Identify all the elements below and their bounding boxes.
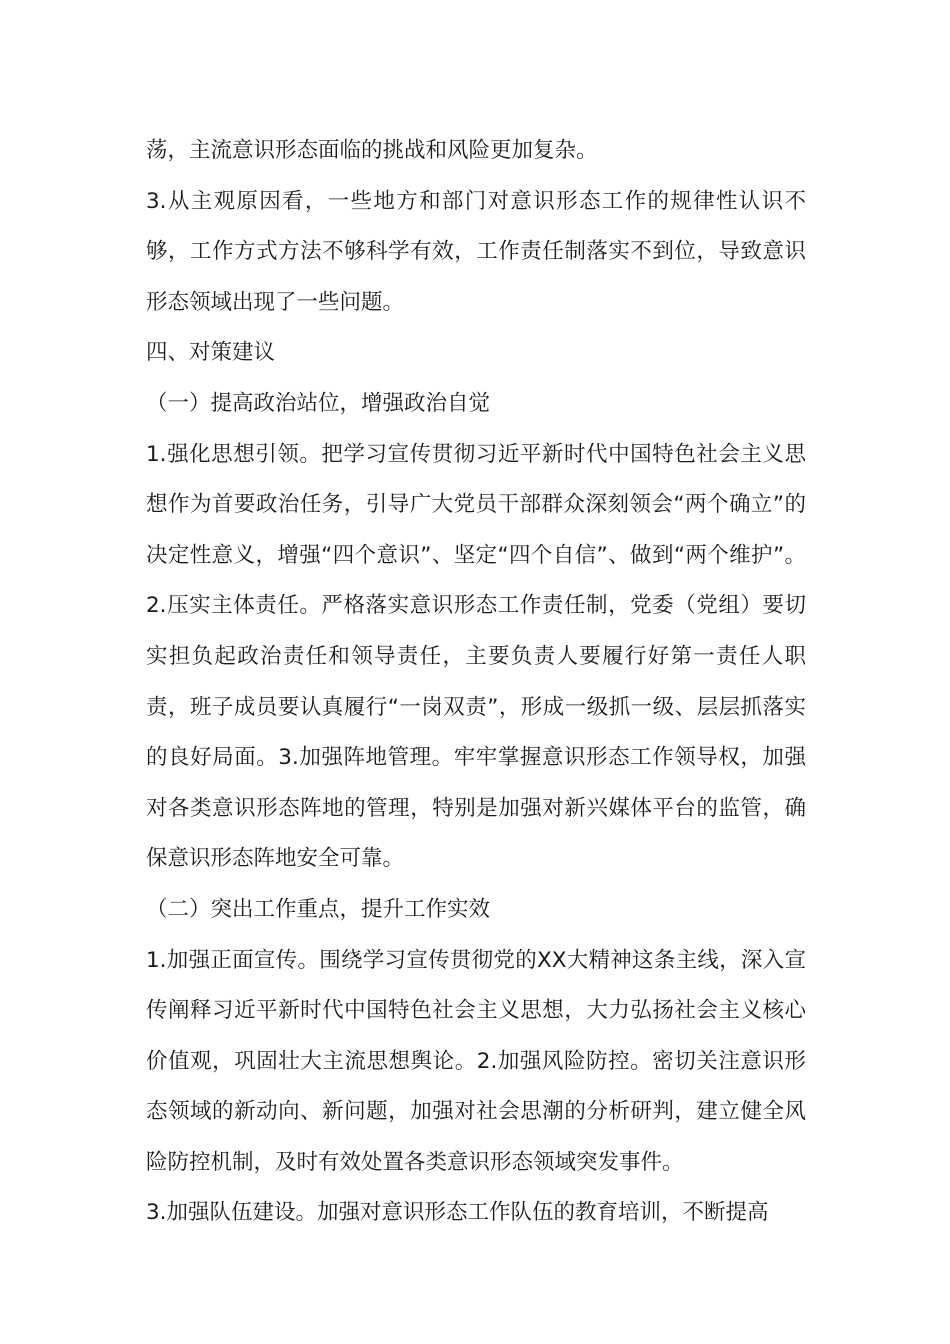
- document-body: [146, 126, 806, 1239]
- paragraph-subjective-causes: 3.从主观原因看，一些地方和部门对意识形态工作的规律性认识不够，工作方式方法不够科学有效，工作责任制落实不到位，导致意识形态领域出现了一些问题。: [146, 188, 806, 315]
- paragraph-continuation: 荡，主流意识形态面临的挑战和风险更加复杂。: [146, 138, 598, 163]
- subsection-heading-work-focus: （二）突出工作重点，提升工作实效: [146, 896, 491, 922]
- paragraph-work-focus: 1.加强正面宣传。围绕学习宣传贯彻党的XX大精神这条主线，深入宣传阐释习近平新时代中国特色社会主义思想，大力弘扬社会主义核心价值观，巩固壮大主流思想舆论。2.加强风险防控。密切关注意识形态领域的新动向、新问题，加强对社会思潮的分析研判，建立健全风险防控机制，及时有效处置各类意识形态领域突发事件。: [146, 947, 806, 1175]
- subsection-heading-political-stance: （一）提高政治站位，增强政治自觉: [146, 390, 491, 416]
- paragraph-political-stance: 1.强化思想引领。把学习宣传贯彻习近平新时代中国特色社会主义思想作为首要政治任务，引导广大党员干部群众深刻领会“两个确立”的决定性意义，增强“四个意识”、坚定“四个自信”、做到“两个维护”。2.压实主体责任。严格落实意识形态工作责任制，党委（党组）要切实担负起政治责任和领导责任，主要负责人要履行好第一责任人职责，班子成员要认真履行“一岗双责”，形成一级抓一级、层层抓落实的良好局面。3.加强阵地管理。牢牢掌握意识形态工作领导权，加强对各类意识形态阵地的管理，特别是加强对新兴媒体平台的监管，确保意识形态阵地安全可靠。: [146, 441, 806, 872]
- section-heading-countermeasures: 四、对策建议: [146, 340, 276, 366]
- paragraph-team-building: 3.加强队伍建设。加强对意识形态工作队伍的教育培训，不断提高: [146, 1200, 769, 1226]
